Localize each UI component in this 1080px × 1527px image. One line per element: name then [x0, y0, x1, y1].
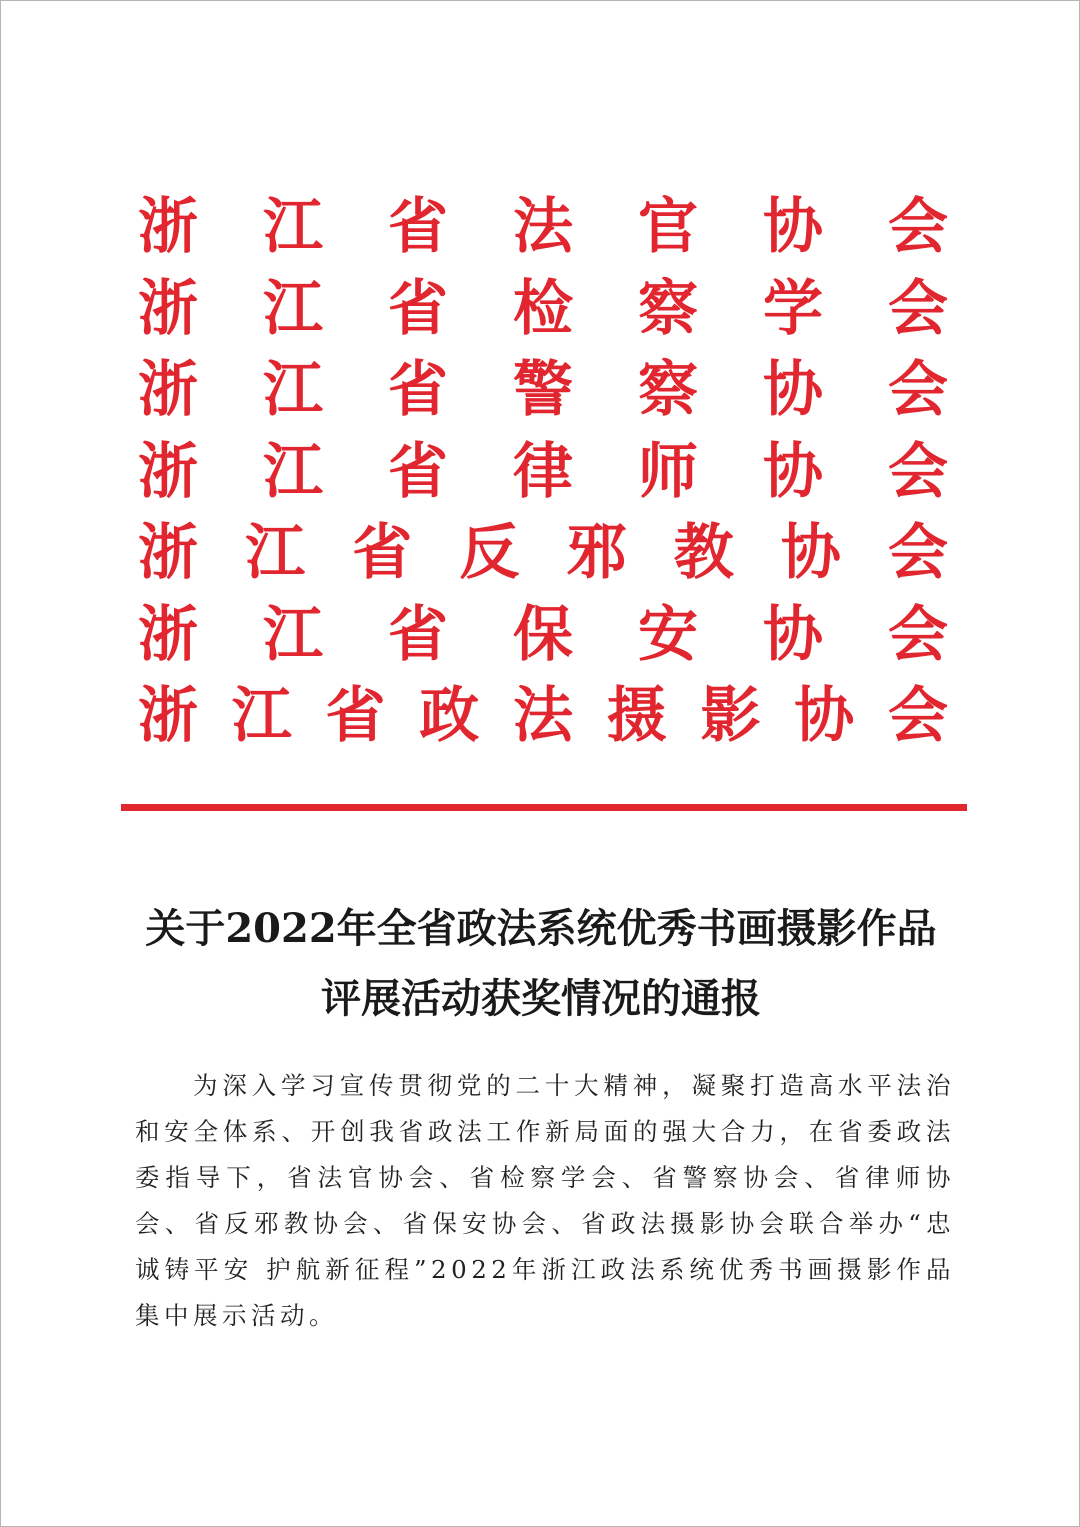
body-paragraph: 为深入学习宣传贯彻党的二十大精神，凝聚打造高水平法治和安全体系、开创我省政法工作新局面的强大合力，在省委政法委指导下，省法官协会、省检察学会、省警察协会、省律师协会、省反邪教协会、省保安协会、省政法摄影协会联合举办“忠诚铸平安 护航新征程”2022年浙江政法系统优秀书画摄影作品集中展示活动。: [135, 1071, 955, 1330]
issuer-name-char: 省: [388, 599, 448, 670]
issuer-name-char: 会: [888, 681, 948, 751]
issuer-name: [137, 432, 949, 514]
issuer-name-char: 师: [638, 436, 698, 507]
issuer-name-char: 检: [513, 273, 573, 344]
issuer-name-char: 教: [673, 518, 734, 588]
issuer-name-char: 协: [763, 599, 823, 670]
issuer-name-char: 法: [513, 192, 573, 262]
issuer-name-char: 浙: [138, 355, 198, 425]
issuer-name-char: 省: [388, 273, 448, 344]
issuer-name-char: 江: [231, 681, 292, 751]
issuer-name-char: 浙: [138, 436, 198, 507]
issuer-name-char: 协: [763, 436, 823, 507]
issuer-name-char: 浙: [138, 273, 198, 344]
issuer-name: [137, 513, 949, 595]
issuer-name: [137, 187, 949, 269]
issuer-name-char: 律: [513, 436, 573, 507]
issuer-name-char: 影: [700, 681, 761, 751]
issuer-name-char: 反: [459, 518, 520, 588]
issuer-name-char: 省: [388, 355, 448, 425]
issuer-name-char: 会: [888, 273, 948, 344]
issuer-name: [137, 269, 949, 351]
title-line-1: 关于2022年全省政法系统优秀书画摄影作品: [145, 905, 937, 952]
issuer-name-char: 安: [638, 599, 698, 670]
issuer-name-char: 摄: [606, 681, 667, 751]
issuer-name-char: 浙: [138, 681, 198, 751]
document-title: [111, 894, 971, 1034]
issuer-name-char: 邪: [566, 518, 627, 588]
issuer-name-char: 协: [780, 518, 841, 588]
issuer-name-char: 浙: [138, 599, 198, 670]
issuer-name-char: 法: [513, 681, 573, 751]
issuer-name-char: 江: [245, 518, 306, 588]
issuer-name-char: 保: [513, 599, 573, 670]
title-line-2: 评展活动获奖情况的通报: [321, 975, 761, 1022]
issuer-name-char: 察: [638, 273, 698, 344]
issuer-name-char: 会: [888, 599, 948, 670]
issuer-name-char: 江: [263, 273, 323, 344]
issuer-name-char: 省: [388, 192, 448, 262]
issuer-name-char: 协: [763, 192, 823, 262]
issuer-name-char: 江: [263, 599, 323, 670]
issuer-name-char: 江: [263, 436, 323, 507]
red-divider-line: [121, 804, 967, 811]
issuer-name-char: 察: [638, 355, 698, 425]
issuer-name-char: 省: [388, 436, 448, 507]
issuer-name-char: 江: [263, 192, 323, 262]
issuer-name-char: 学: [763, 273, 823, 344]
issuer-name-char: 会: [887, 518, 948, 588]
issuer-name: [137, 676, 949, 758]
issuer-name-char: 浙: [138, 518, 198, 588]
issuer-name-char: 会: [888, 436, 948, 507]
issuer-name-char: 警: [513, 355, 573, 425]
issuer-name-char: 官: [638, 192, 698, 262]
issuer-name: [137, 350, 949, 432]
issuer-name-char: 会: [888, 355, 948, 425]
issuer-name-char: 省: [325, 681, 386, 751]
issuer-name-char: 协: [763, 355, 823, 425]
issuer-name-char: 协: [794, 681, 855, 751]
issuer-name-char: 浙: [138, 192, 198, 262]
issuer-name: [137, 595, 949, 677]
issuer-name-char: 会: [888, 192, 948, 262]
issuer-name-char: 省: [352, 518, 413, 588]
issuer-name-char: 政: [419, 681, 480, 751]
issuer-header: [137, 187, 949, 758]
issuer-name-char: 江: [263, 355, 323, 425]
